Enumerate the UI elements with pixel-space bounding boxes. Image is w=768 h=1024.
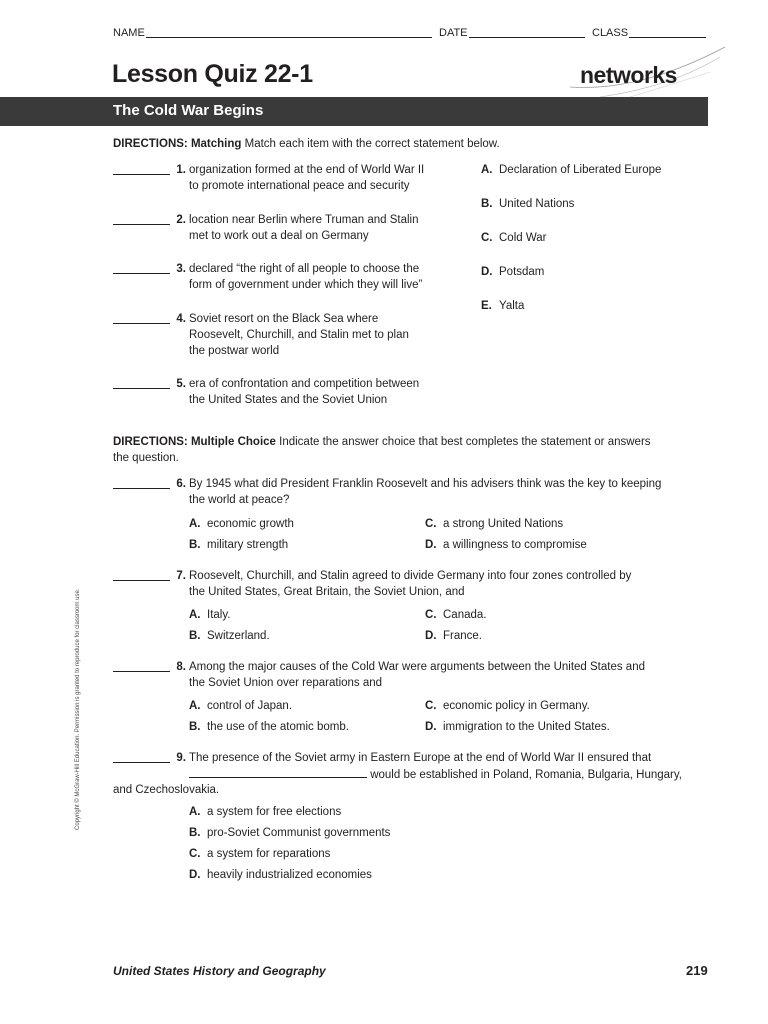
directions-type: Matching [190, 138, 242, 150]
footer-book-title: United States History and Geography [113, 964, 326, 978]
question-number: 3. [176, 263, 186, 275]
multiple-choice-directions [113, 434, 708, 466]
directions-text: Indicate the answer choice that best completes the statement or answers [279, 436, 651, 448]
answer-choice[interactable]: A. economic growth [189, 518, 294, 530]
brand-logo: networks [580, 62, 677, 88]
section-title: The Cold War Begins [113, 102, 264, 119]
matching-answer: D. Potsdam [481, 266, 545, 278]
question-text: era of confrontation and competition between the United States and the Soviet Union [189, 378, 420, 406]
question-number: 8. [176, 661, 186, 673]
directions-label: DIRECTIONS: [113, 436, 188, 448]
answer-choice[interactable]: A. a system for free elections [189, 806, 342, 818]
question-text: location near Berlin where Truman and Stalin met to work out a deal on Germany [189, 214, 419, 242]
question-text: By 1945 what did President Franklin Roosevelt and his advisers think was the key to keeping the world at peace? [189, 478, 662, 506]
question-number: 2. [176, 214, 186, 226]
directions-text: Match each item with the correct statement below. [244, 138, 500, 150]
answer-choice[interactable]: C. a system for reparations [189, 848, 331, 860]
name-field[interactable] [146, 37, 432, 38]
question-text-cont: and Czechoslovakia. [113, 784, 220, 796]
answer-blank[interactable] [113, 488, 170, 489]
answer-choice[interactable]: C. a strong United Nations [425, 518, 564, 530]
answer-blank[interactable] [113, 323, 170, 324]
date-label: DATE [439, 27, 468, 39]
student-info-line [113, 25, 708, 39]
class-label: CLASS [592, 27, 629, 39]
question-text: declared “the right of all people to choose the form of government under which they will live” [189, 263, 423, 291]
answer-blank[interactable] [113, 671, 170, 672]
directions-type: Multiple Choice [190, 436, 276, 448]
question-text: Soviet resort on the Black Sea where Roosevelt, Churchill, and Stalin met to plan the postwar world [189, 313, 409, 357]
fill-in-blank[interactable] [189, 766, 367, 778]
question-text: organization formed at the end of World War II to promote international peace and security [189, 164, 425, 192]
answer-blank[interactable] [113, 273, 170, 274]
matching-directions [113, 136, 708, 152]
answer-blank[interactable] [113, 174, 170, 175]
copyright-notice: Copyright © McGraw-Hill Education. Permission is granted to reproduce for classroom use. [75, 588, 81, 830]
question-number: 9. [176, 752, 186, 764]
page-number: 219 [686, 963, 708, 978]
question-number: 5. [176, 378, 186, 390]
answer-blank[interactable] [113, 388, 170, 389]
question-number: 4. [176, 313, 186, 325]
question-number: 7. [176, 570, 186, 582]
date-field[interactable] [469, 37, 585, 38]
section-title-bar [0, 97, 708, 126]
question-text: Among the major causes of the Cold War were arguments between the United States and the Soviet Union over reparations and [189, 661, 645, 689]
matching-answer: B. United Nations [481, 198, 575, 210]
matching-answer: A. Declaration of Liberated Europe [481, 164, 662, 176]
matching-answer: C. Cold War [481, 232, 547, 244]
page-title: Lesson Quiz 22-1 [112, 60, 313, 88]
question-number: 1. [176, 164, 186, 176]
answer-choice[interactable]: A. control of Japan. [189, 700, 293, 712]
answer-choice[interactable]: D. immigration to the United States. [425, 721, 610, 733]
answer-choice[interactable]: C. Canada. [425, 609, 487, 621]
matching-answer: E. Yalta [481, 300, 525, 312]
class-field[interactable] [629, 37, 706, 38]
answer-blank[interactable] [113, 762, 170, 763]
answer-choice[interactable]: C. economic policy in Germany. [425, 700, 590, 712]
answer-choice[interactable]: D. France. [425, 630, 482, 642]
name-label: NAME [113, 27, 145, 39]
answer-choice[interactable]: B. Switzerland. [189, 630, 270, 642]
question-text: The presence of the Soviet army in Eastern Europe at the end of World War II ensured that would be established in Poland, Romania, Bulgaria, Hungary, [189, 752, 682, 781]
directions-text-cont: the question. [113, 452, 179, 464]
answer-choice[interactable]: D. heavily industrialized economies [189, 869, 372, 881]
answer-choice[interactable]: B. pro-Soviet Communist governments [189, 827, 391, 839]
answer-choice[interactable]: A. Italy. [189, 609, 231, 621]
answer-choice[interactable]: D. a willingness to compromise [425, 539, 587, 551]
question-text: Roosevelt, Churchill, and Stalin agreed to divide Germany into four zones controlled by the United States, Great Britain, the Soviet Union, and [189, 570, 632, 598]
answer-choice[interactable]: B. the use of the atomic bomb. [189, 721, 349, 733]
answer-blank[interactable] [113, 580, 170, 581]
answer-choice[interactable]: B. military strength [189, 539, 289, 551]
directions-label: DIRECTIONS: [113, 138, 188, 150]
question-number: 6. [176, 478, 186, 490]
answer-blank[interactable] [113, 224, 170, 225]
